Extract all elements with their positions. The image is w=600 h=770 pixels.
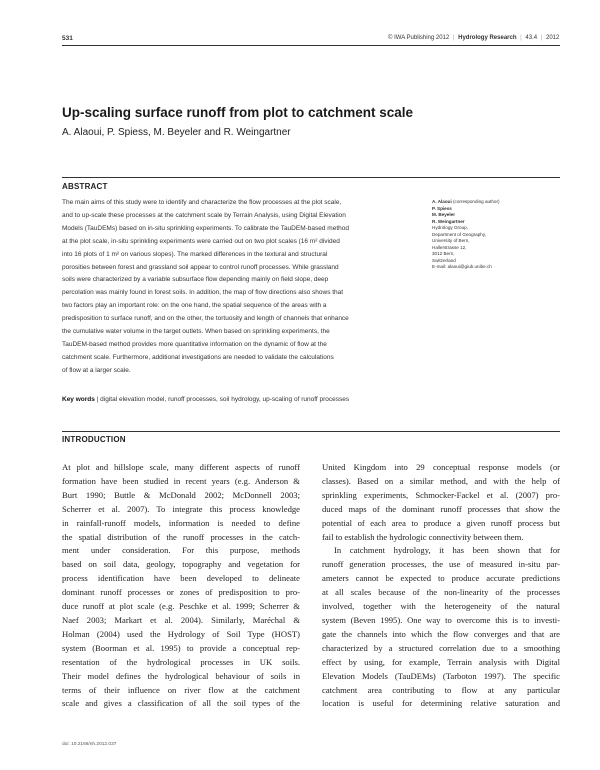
keywords <box>62 396 349 403</box>
body-line: ment under consideration. For this purpose, methods <box>62 545 300 556</box>
abstract-rule <box>62 177 560 178</box>
body-line: involved, together with the heterogeneity of the natural <box>322 601 560 612</box>
body-line: resentation of the hydrological processes in UK soils. <box>62 656 300 667</box>
body-line: dominant runoff processes or zones of predisposition to pro- <box>62 587 300 598</box>
abstract-line: and to up-scale these processes at the catchment scale by Terrain Analysis, using Digital Elevation <box>62 211 346 219</box>
abstract-line: catchment scale. Furthermore, additional investigations are needed to validate the calculations <box>62 353 334 361</box>
body-line: United Kingdom into 29 conceptual response models (or <box>322 462 560 472</box>
body-line: catchment area contributing to flow at any particular <box>322 684 560 695</box>
abstract-line: predisposition to surface runoff, and on the other, the tortuosity and length of channels that enhance <box>62 315 349 323</box>
body-line: runoff generation processes, the use of measured in-situ par- <box>322 559 560 570</box>
body-line: classes). Based on a similar method, and with the help of <box>322 475 560 486</box>
body-line: ameters cannot be expected to produce accurate predictions <box>322 573 560 584</box>
body-line: sprinkling experiments, Schmocker-Fackel et al. (2007) pro- <box>322 489 560 500</box>
year: 2012 <box>546 35 560 41</box>
copyright: © IWA Publishing 2012 <box>388 35 450 41</box>
introduction-heading: INTRODUCTION <box>62 435 126 444</box>
abstract-line: into 16 plots of 1 m² on various slopes). The marked differences in the textural and structural <box>62 250 328 258</box>
abstract-line: TauDEM-based method provides more quantitative information on the dynamic of flow at the <box>62 340 327 348</box>
abstract-line: soils were characterized by a variable subsurface flow depending mainly on field slope, deep <box>62 276 329 284</box>
abstract-line: of flow at a larger scale. <box>62 366 131 374</box>
body-column-left <box>62 461 300 711</box>
author-list: A. Alaoui, P. Spiess, M. Beyeler and R. Weingartner <box>62 127 291 138</box>
body-line: gate the channels into which the flow converges and that are <box>322 628 560 639</box>
body-line: Elevation Models (TauDEMs) (Tarboton 1997). The specific <box>322 670 560 681</box>
affiliation-line: University of Bern, <box>432 238 470 243</box>
abstract-body <box>62 197 417 378</box>
body-column-right <box>322 461 560 711</box>
affiliation-line: 3012 Bern, <box>432 251 455 256</box>
journal-name: Hydrology Research <box>458 35 517 41</box>
body-line: system (Boorman et al. 1995) to provide a conceptual rep- <box>62 642 300 653</box>
introduction-rule <box>62 431 560 432</box>
abstract-line: the cumulative water volume in the target outlets. When based on sprinkling experiments, the <box>62 328 330 336</box>
affil-author-2: P. Spiess <box>432 205 452 211</box>
body-line: In catchment hydrology, it has been shown that for <box>334 545 560 556</box>
body-line: scale and gives a classification of all the soil types of the <box>62 698 300 709</box>
body-line: characterized by a structured correlation due to a smoothing <box>322 642 560 653</box>
body-line: terms of their influence on river flow at the catchment <box>62 684 300 695</box>
doi: doi: 10.2166/nh.2012.037 <box>62 742 117 747</box>
corresponding-note: (corresponding author) <box>453 199 500 204</box>
body-line: at all scales because of the non-linearity of the processes <box>322 587 560 598</box>
abstract-line: Models (TauDEMs) based on in-situ sprinkling experiments. To calibrate the TauDEM-based method <box>62 224 349 232</box>
affil-author-1: A. Alaoui <box>432 199 452 204</box>
body-line: Naef 2003; Markart et al. 2004). Similarly, Maréchal & <box>62 614 300 625</box>
body-line: duced maps of the dominant runoff processes that show the <box>322 503 560 514</box>
paper-title: Up-scaling surface runoff from plot to catchment scale <box>62 105 414 120</box>
body-line: based on soil data, geology, topography and vegetation for <box>62 559 300 570</box>
body-line: fail to establish the hydrologic connectivity between them. <box>322 531 524 542</box>
body-line: duce runoff at plot scale (e.g. Peschke et al. 1999; Scherrer & <box>62 601 300 612</box>
affil-author-3: M. Beyeler <box>432 212 455 217</box>
affiliation-address <box>432 225 560 271</box>
affiliation-line: Switzerland <box>432 257 456 263</box>
body-line: system (Beven 1995). One way to overcome this is to investi- <box>322 614 560 625</box>
affiliation-line: Hallerstrasse 12, <box>432 244 467 250</box>
header-rule <box>62 45 560 46</box>
body-line: Scherrer et al. 2007). To integrate this process knowledge <box>62 503 300 514</box>
body-line: Holman (2004) used the Hydrology of Soil Type (HOST) <box>62 628 300 639</box>
body-line: effect by using, for example, Terrain analysis with Digital <box>322 656 560 667</box>
body-line: process identification have been developed to delineate <box>62 573 300 584</box>
abstract-line: porosities between forest and grassland soil appear to control runoff processes. While grassland <box>62 263 339 271</box>
affiliation-line: Department of Geography, <box>432 231 487 237</box>
abstract-line: two factors play an important role: on the one hand, the spatial sequence of the areas with a <box>62 302 327 310</box>
keywords-list: | digital elevation model, runoff processes, soil hydrology, up-scaling of runoff processes <box>96 396 350 403</box>
affil-author-4: R. Weingartner <box>432 218 465 224</box>
body-line: At plot and hillslope scale, many different aspects of runoff <box>62 462 300 472</box>
body-line: Burt 1990; Buttle & McDonald 2002; McDonnell 2003; <box>62 489 300 500</box>
body-line: Their model defines the hydrological behaviour of soils in <box>62 670 300 681</box>
page-number: 531 <box>62 35 73 42</box>
abstract-line: The main aims of this study were to identify and characterize the flow processes at the plot scale, <box>62 199 342 206</box>
keywords-label: Key words <box>62 396 95 403</box>
body-line: in rainfall-runoff models, information is needed to define <box>62 517 300 528</box>
affiliation-block <box>432 199 560 271</box>
journal-header: © IWA Publishing 2012 | Hydrology Research | 43.4 | 2012 <box>388 35 560 41</box>
body-line: the spatial distribution of the runoff processes in the catch- <box>62 531 300 542</box>
affiliation-line: E-mail: alaoui@giub.unibe.ch <box>432 264 492 269</box>
volume-issue: 43.4 <box>525 35 538 41</box>
body-line: location is useful for determining relative saturation and <box>322 698 560 709</box>
body-line: formation have been studied in recent years (e.g. Anderson & <box>62 475 300 486</box>
abstract-line: percolation was mainly found in forest soils. In addition, the map of flow directions also shows that <box>62 289 344 297</box>
affiliation-line: Hydrology Group, <box>432 225 469 230</box>
body-line: potential of each area to produce a given runoff process but <box>322 517 560 528</box>
abstract-line: at the plot scale, in-situ sprinkling experiments were carried out on two plot scales (16 m² divided <box>62 237 340 245</box>
abstract-heading: ABSTRACT <box>62 182 108 191</box>
